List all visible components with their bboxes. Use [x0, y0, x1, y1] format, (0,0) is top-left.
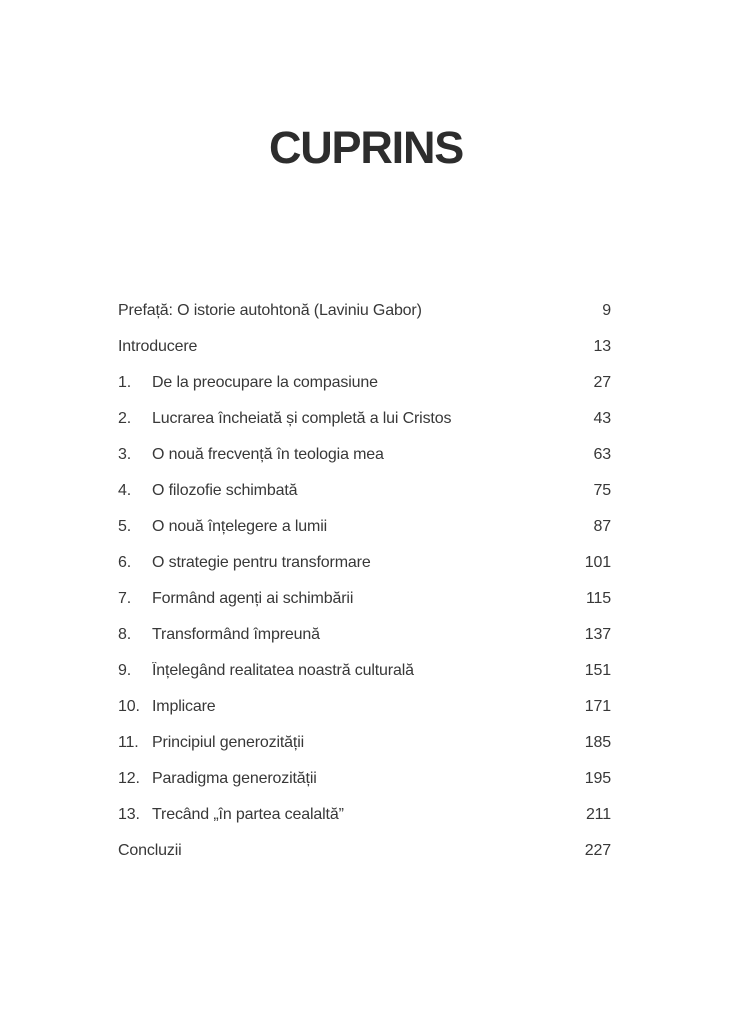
- toc-entry-label: Introducere: [118, 338, 198, 355]
- toc-entry: [118, 761, 611, 797]
- toc-entry-number: 8.: [118, 626, 132, 643]
- toc-entry-page: 171: [584, 698, 611, 715]
- toc-entry-number: 10.: [118, 698, 140, 715]
- page-title: CUPRINS: [268, 122, 464, 173]
- toc-entry: [118, 437, 611, 473]
- toc-entry-number: 13.: [118, 806, 140, 823]
- toc-entry-number: 12.: [118, 770, 140, 787]
- toc-entry-label: O nouă înțelegere a lumii: [152, 518, 328, 535]
- toc-entry-number: 11.: [118, 734, 139, 751]
- toc-entry-page: 87: [593, 518, 611, 535]
- toc-entry-label: Prefață: O istorie autohtonă (Laviniu Gabor): [118, 302, 422, 319]
- toc-entry-page: 9: [602, 302, 611, 319]
- toc-entry-label: Concluzii: [118, 842, 182, 859]
- toc-entry: [118, 833, 611, 869]
- toc-entry-page: 227: [584, 842, 611, 859]
- toc-entry-page: 43: [593, 410, 611, 427]
- toc-list: [118, 293, 611, 869]
- toc-entry-page: 63: [593, 446, 611, 463]
- toc-entry-number: 7.: [118, 590, 132, 607]
- toc-entry-page: 185: [584, 734, 611, 751]
- toc-entry-label: O nouă frecvență în teologia mea: [152, 446, 384, 463]
- toc-entry: [118, 365, 611, 401]
- toc-entry-page: 27: [593, 374, 611, 391]
- toc-entry: [118, 689, 611, 725]
- toc-entry: [118, 797, 611, 833]
- toc-entry: [118, 329, 611, 365]
- toc-entry-label: Trecând „în partea cealaltă”: [152, 806, 344, 823]
- toc-entry-label: Lucrarea încheiată și completă a lui Cristos: [152, 410, 452, 427]
- toc-entry: [118, 401, 611, 437]
- toc-entry-number: 2.: [118, 410, 132, 427]
- toc-entry-number: 4.: [118, 482, 132, 499]
- toc-entry: [118, 653, 611, 689]
- toc-entry-number: 9.: [118, 662, 132, 679]
- toc-entry-number: 5.: [118, 518, 132, 535]
- toc-entry-label: O filozofie schimbată: [152, 482, 298, 499]
- toc-entry-number: 6.: [118, 554, 132, 571]
- toc-entry: [118, 545, 611, 581]
- toc-entry-label: Paradigma generozității: [152, 770, 317, 787]
- toc-entry-label: Principiul generozității: [152, 734, 305, 751]
- toc-entry-label: Formând agenți ai schimbării: [152, 590, 354, 607]
- toc-entry-label: De la preocupare la compasiune: [152, 374, 378, 391]
- toc-entry-page: 13: [593, 338, 611, 355]
- toc-entry-label: O strategie pentru transformare: [152, 554, 371, 571]
- toc-entry-page: 211: [585, 806, 611, 823]
- toc-entry-page: 101: [584, 554, 611, 571]
- toc-entry: [118, 509, 611, 545]
- toc-entry-label: Transformând împreună: [152, 626, 320, 643]
- toc-entry: [118, 617, 611, 653]
- toc-entry: [118, 293, 611, 329]
- toc-entry-page: 115: [585, 590, 611, 607]
- toc-entry-label: Înțelegând realitatea noastră culturală: [152, 662, 414, 679]
- toc-entry-page: 137: [584, 626, 611, 643]
- toc-entry-number: 3.: [118, 446, 132, 463]
- toc-entry: [118, 725, 611, 761]
- toc-entry: [118, 581, 611, 617]
- toc-entry: [118, 473, 611, 509]
- toc-entry-page: 195: [584, 770, 611, 787]
- toc-entry-page: 75: [593, 482, 611, 499]
- toc-entry-label: Implicare: [152, 698, 216, 715]
- toc-entry-page: 151: [584, 662, 611, 679]
- toc-entry-number: 1.: [118, 374, 132, 391]
